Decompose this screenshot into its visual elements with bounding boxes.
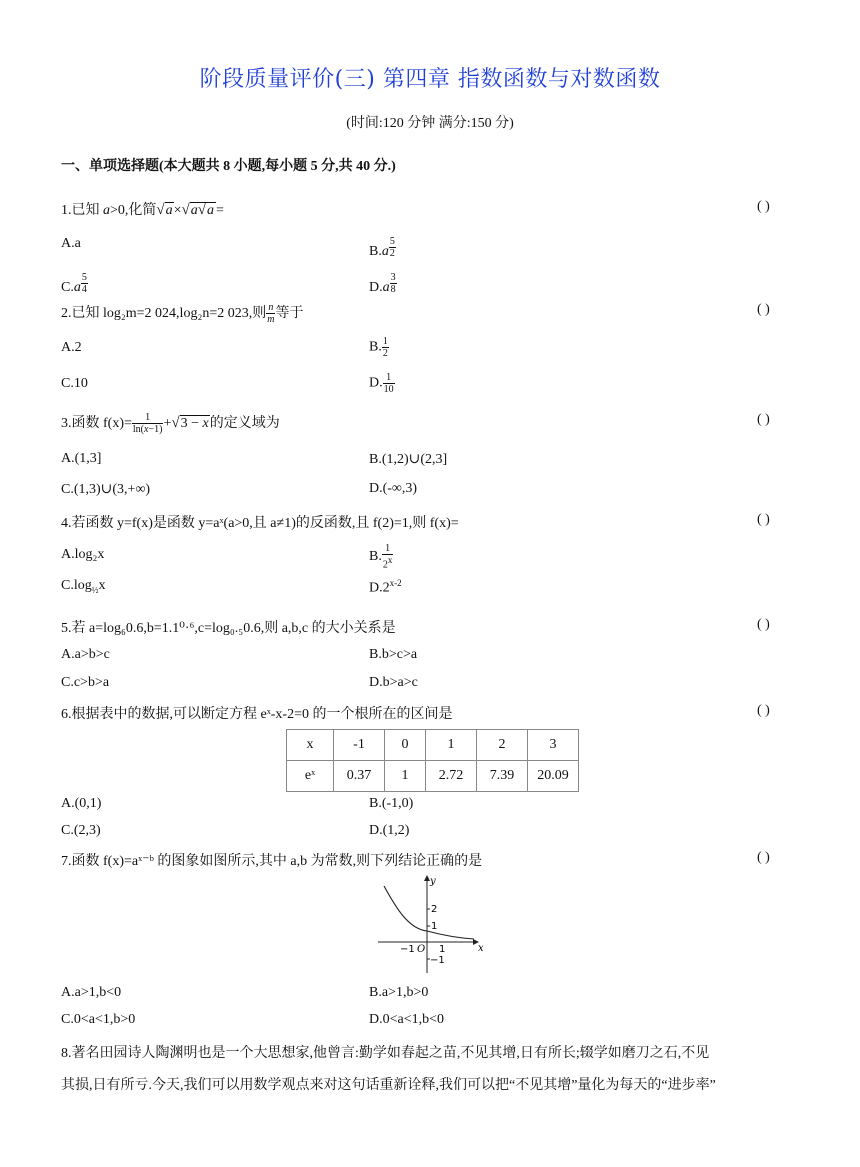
origin-label: O bbox=[417, 944, 426, 955]
exam-info: (时间:120 分钟 满分:150 分) bbox=[346, 116, 514, 131]
tick-label: 1 bbox=[439, 944, 446, 955]
q5-option-d: D.b>a>c bbox=[369, 675, 418, 690]
value-table bbox=[286, 729, 579, 792]
y-axis-label: y bbox=[430, 876, 436, 887]
answer-blank-6: ( ) bbox=[757, 703, 770, 718]
answer-blank-4: ( ) bbox=[757, 512, 770, 527]
table-cell: 0 bbox=[385, 730, 426, 761]
table-row bbox=[287, 761, 579, 792]
table-cell: 3 bbox=[528, 730, 579, 761]
tick-label: −1 bbox=[400, 944, 415, 955]
question-8-line-2: 其损,日有所亏.今天,我们可以用数学观点来对这句话重新诠释,我们可以把“不见其增”量化为每天的“进步率” bbox=[61, 1078, 716, 1093]
tick-label: 1 bbox=[431, 921, 438, 932]
q3-option-c: C.(1,3)∪(3,+∞) bbox=[61, 482, 151, 497]
q1-option-a: A.a bbox=[61, 236, 81, 251]
q4-option-b: B. $\frac{1}{2^x}$ bbox=[369, 543, 393, 571]
q4-option-c: $C.\log_{\frac{1}{2}}x$ bbox=[61, 578, 106, 595]
table-cell: 1 bbox=[385, 761, 426, 792]
question-6-stem: 6.根据表中的数据,可以断定方程 eˣ-x-2=0 的一个根所在的区间是 bbox=[61, 707, 453, 722]
question-3-stem: 3.函数 f(x)= $\frac{1}{\ln(x-1)}$ +√3 − x的定义域为 bbox=[61, 412, 280, 436]
answer-blank-1: ( ) bbox=[757, 199, 770, 214]
table-cell: eˣ bbox=[287, 761, 334, 792]
answer-blank-3: ( ) bbox=[757, 412, 770, 427]
function-graph bbox=[370, 871, 490, 976]
table-cell: -1 bbox=[334, 730, 385, 761]
curve bbox=[384, 886, 474, 939]
q2-option-d: D. $\frac{1}{10}$ bbox=[369, 372, 394, 395]
question-1-stem: 1.已知 a>0,化简√a×√a√a = bbox=[61, 202, 224, 218]
q5-option-a: A.a>b>c bbox=[61, 647, 110, 662]
q7-option-b: B.a>1,b>0 bbox=[369, 985, 429, 1000]
q5-option-b: B.b>c>a bbox=[369, 647, 418, 662]
table-cell: x bbox=[287, 730, 334, 761]
table-cell: 1 bbox=[426, 730, 477, 761]
question-8-line-1: 8.著名田园诗人陶渊明也是一个大思想家,他曾言:勤学如春起之苗,不见其增,日有所长;辍学如磨刀之石,不见 bbox=[61, 1046, 710, 1061]
q6-option-b: B.(-1,0) bbox=[369, 796, 414, 811]
answer-blank-5: ( ) bbox=[757, 617, 770, 632]
q2-option-c: C.10 bbox=[61, 376, 88, 391]
q5-option-c: C.c>b>a bbox=[61, 675, 110, 690]
q3-option-b: B.(1,2)∪(2,3] bbox=[369, 452, 448, 467]
answer-blank-7: ( ) bbox=[757, 850, 770, 865]
question-7-stem: 7.函数 f(x)=aˣ⁻ᵇ 的图象如图所示,其中 a,b 为常数,则下列结论正确的是 bbox=[61, 854, 483, 869]
q4-option-a: A.log₂x bbox=[61, 547, 105, 562]
q3-option-d: D.(-∞,3) bbox=[369, 481, 418, 496]
q7-option-a: A.a>1,b<0 bbox=[61, 985, 122, 1000]
q2-option-b: B. $\frac{1}{2}$ bbox=[369, 336, 388, 359]
q6-option-d: D.(1,2) bbox=[369, 823, 410, 838]
question-4-stem: 4.若函数 y=f(x)是函数 y=aˣ(a>0,且 a≠1)的反函数,且 f(2)=1,则 f(x)= bbox=[61, 516, 459, 531]
table-cell: 7.39 bbox=[477, 761, 528, 792]
answer-blank-2: ( ) bbox=[757, 302, 770, 317]
q7-option-d: D.0<a<1,b<0 bbox=[369, 1012, 445, 1027]
q4-option-d: D.2$^{x-2}$ bbox=[369, 578, 402, 596]
q2-option-a: A.2 bbox=[61, 340, 82, 355]
page-title: 阶段质量评价(三) 第四章 指数函数与对数函数 bbox=[199, 67, 661, 92]
table-cell: 2 bbox=[477, 730, 528, 761]
table-cell: 2.72 bbox=[426, 761, 477, 792]
q6-option-a: A.(0,1) bbox=[61, 796, 102, 811]
x-axis-label: x bbox=[478, 943, 484, 954]
q7-option-c: C.0<a<1,b>0 bbox=[61, 1012, 136, 1027]
tick-label: −1 bbox=[430, 955, 445, 966]
q3-option-a: A.(1,3] bbox=[61, 451, 102, 466]
question-2-stem: 2.已知 log₂m=2 024,log₂n=2 023,则 $\frac{n}{m}$ 等于 bbox=[61, 302, 304, 326]
q6-option-c: C.(2,3) bbox=[61, 823, 101, 838]
table-cell: 0.37 bbox=[334, 761, 385, 792]
section-heading: 一、单项选择题(本大题共 8 小题,每小题 5 分,共 40 分.) bbox=[61, 159, 396, 174]
q1-option-c: C.a $^{\frac{5}{4}}$ bbox=[61, 272, 87, 296]
q1-option-d: D.a $^{\frac{3}{8}}$ bbox=[369, 272, 396, 296]
q1-option-b: B.a $^{\frac{5}{2}}$ bbox=[369, 236, 395, 260]
table-cell: 20.09 bbox=[528, 761, 579, 792]
table-row bbox=[287, 730, 579, 761]
tick-label: 2 bbox=[431, 904, 438, 915]
question-5-stem: 5.若 a=log₆0.6,b=1.1⁰·⁶,c=log₀.₅0.6,则 a,b,c 的大小关系是 bbox=[61, 621, 396, 636]
